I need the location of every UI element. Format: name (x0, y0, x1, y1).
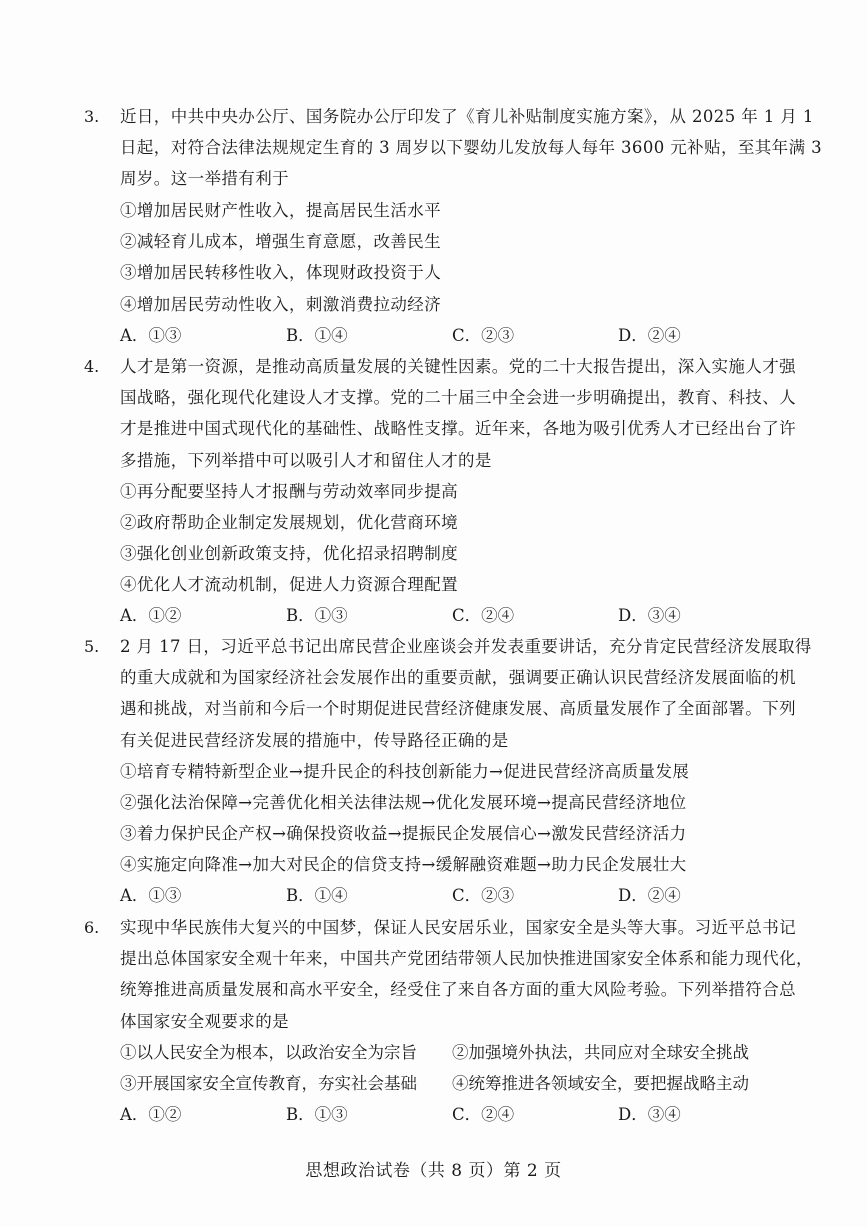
question-stem-line: 实现中华民族伟大复兴的中国梦，保证人民安居乐业，国家安全是头等大事。习近平总书记 (120, 918, 796, 937)
statement-item: ②减轻育儿成本，增强生育意愿，改善民生 (120, 232, 442, 251)
statement-item: ①培育专精特新型企业→提升民企的科技创新能力→促进民营经济高质量发展 (120, 762, 690, 781)
question-stem-line: 体国家安全观要求的是 (120, 1012, 289, 1031)
choice-a: A．①③ (120, 886, 182, 905)
choice-d: D．③④ (618, 606, 681, 625)
choice-d: D．②④ (618, 326, 681, 345)
question-stem-line: 近日，中共中央办公厅、国务院办公厅印发了《育儿补贴制度实施方案》，从 2025 年 1 月 1 (120, 107, 814, 126)
statement-item: ③增加居民转移性收入，体现财政投资于人 (120, 263, 442, 282)
choice-c: C．②④ (452, 1105, 515, 1124)
question-stem-line: 才是推进中国式现代化的基础性、战略性支撑。近年来，各地为吸引优秀人才已经出台了许 (120, 419, 796, 438)
statement-item: ④统筹推进各领域安全，要把握战略主动 (452, 1074, 749, 1093)
question-stem-line: 2 月 17 日，习近平总书记出席民营企业座谈会并发表重要讲话，充分肯定民营经济发展取得 (120, 637, 812, 656)
question-stem-line: 国战略，强化现代化建设人才支撑。党的二十届三中全会进一步明确提出，教育、科技、人 (120, 388, 796, 407)
question-stem-line: 提出总体国家安全观十年来，中国共产党团结带领人民加快推进国家安全体系和能力现代化， (120, 949, 813, 968)
statement-item: ②政府帮助企业制定发展规划，优化营商环境 (120, 513, 458, 532)
question-number: 4. (84, 357, 100, 376)
statement-item: ③着力保护民企产权→确保投资收益→提振民企发展信心→激发民营经济活力 (120, 824, 687, 843)
question-number: 6. (84, 918, 100, 937)
statement-item: ①以人民安全为根本，以政治安全为宗旨 (120, 1043, 417, 1062)
choice-c: C．②③ (452, 326, 515, 345)
statement-item: ④实施定向降准→加大对民企的信贷支持→缓解融资难题→助力民企发展壮大 (120, 855, 687, 874)
statement-item: ④增加居民劳动性收入，刺激消费拉动经济 (120, 295, 442, 314)
question-number: 5. (84, 637, 100, 656)
page-footer: 思想政治试卷（共 8 页）第 2 页 (305, 1161, 562, 1181)
choice-b: B．①③ (286, 1105, 348, 1124)
choice-c: C．②③ (452, 886, 515, 905)
choice-b: B．①③ (286, 606, 348, 625)
question-stem-line: 日起，对符合法律法规规定生育的 3 周岁以下婴幼儿发放每人每年 3600 元补贴，至其年满 3 (120, 138, 823, 157)
question-number: 3. (84, 107, 100, 126)
choice-c: C．②④ (452, 606, 515, 625)
choice-a: A．①② (120, 1105, 182, 1124)
choice-b: B．①④ (286, 326, 348, 345)
statement-item: ②强化法治保障→完善优化相关法律法规→优化发展环境→提高民营经济地位 (120, 793, 687, 812)
question-stem-line: 多措施，下列举措中可以吸引人才和留住人才的是 (120, 451, 492, 470)
question-stem-line: 遇和挑战，对当前和今后一个时期促进民营经济健康发展、高质量发展作了全面部署。下列 (120, 699, 796, 718)
question-stem-line: 统筹推进高质量发展和高水平安全，经受住了来自各方面的重大风险考验。下列举措符合总 (120, 980, 796, 999)
question-stem-line: 人才是第一资源，是推动高质量发展的关键性因素。党的二十大报告提出，深入实施人才强 (120, 357, 796, 376)
choice-d: D．②④ (618, 886, 681, 905)
question-stem-line: 的重大成就和为国家经济社会发展作出的重要贡献，强调要正确认识民营经济发展面临的机 (120, 668, 796, 687)
statement-item: ③强化创业创新政策支持，优化招录招聘制度 (120, 544, 458, 563)
statement-item: ①再分配要坚持人才报酬与劳动效率同步提高 (120, 482, 458, 501)
choice-a: A．①② (120, 606, 182, 625)
statement-item: ①增加居民财产性收入，提高居民生活水平 (120, 201, 442, 220)
statement-item: ③开展国家安全宣传教育，夯实社会基础 (120, 1074, 417, 1093)
statement-item: ④优化人才流动机制，促进人力资源合理配置 (120, 575, 458, 594)
choice-a: A．①③ (120, 326, 182, 345)
question-stem-line: 周岁。这一举措有利于 (120, 169, 289, 188)
choice-b: B．①④ (286, 886, 348, 905)
statement-item: ②加强境外执法，共同应对全球安全挑战 (452, 1043, 749, 1062)
question-stem-line: 有关促进民营经济发展的措施中，传导路径正确的是 (120, 731, 509, 750)
choice-d: D．③④ (618, 1105, 681, 1124)
